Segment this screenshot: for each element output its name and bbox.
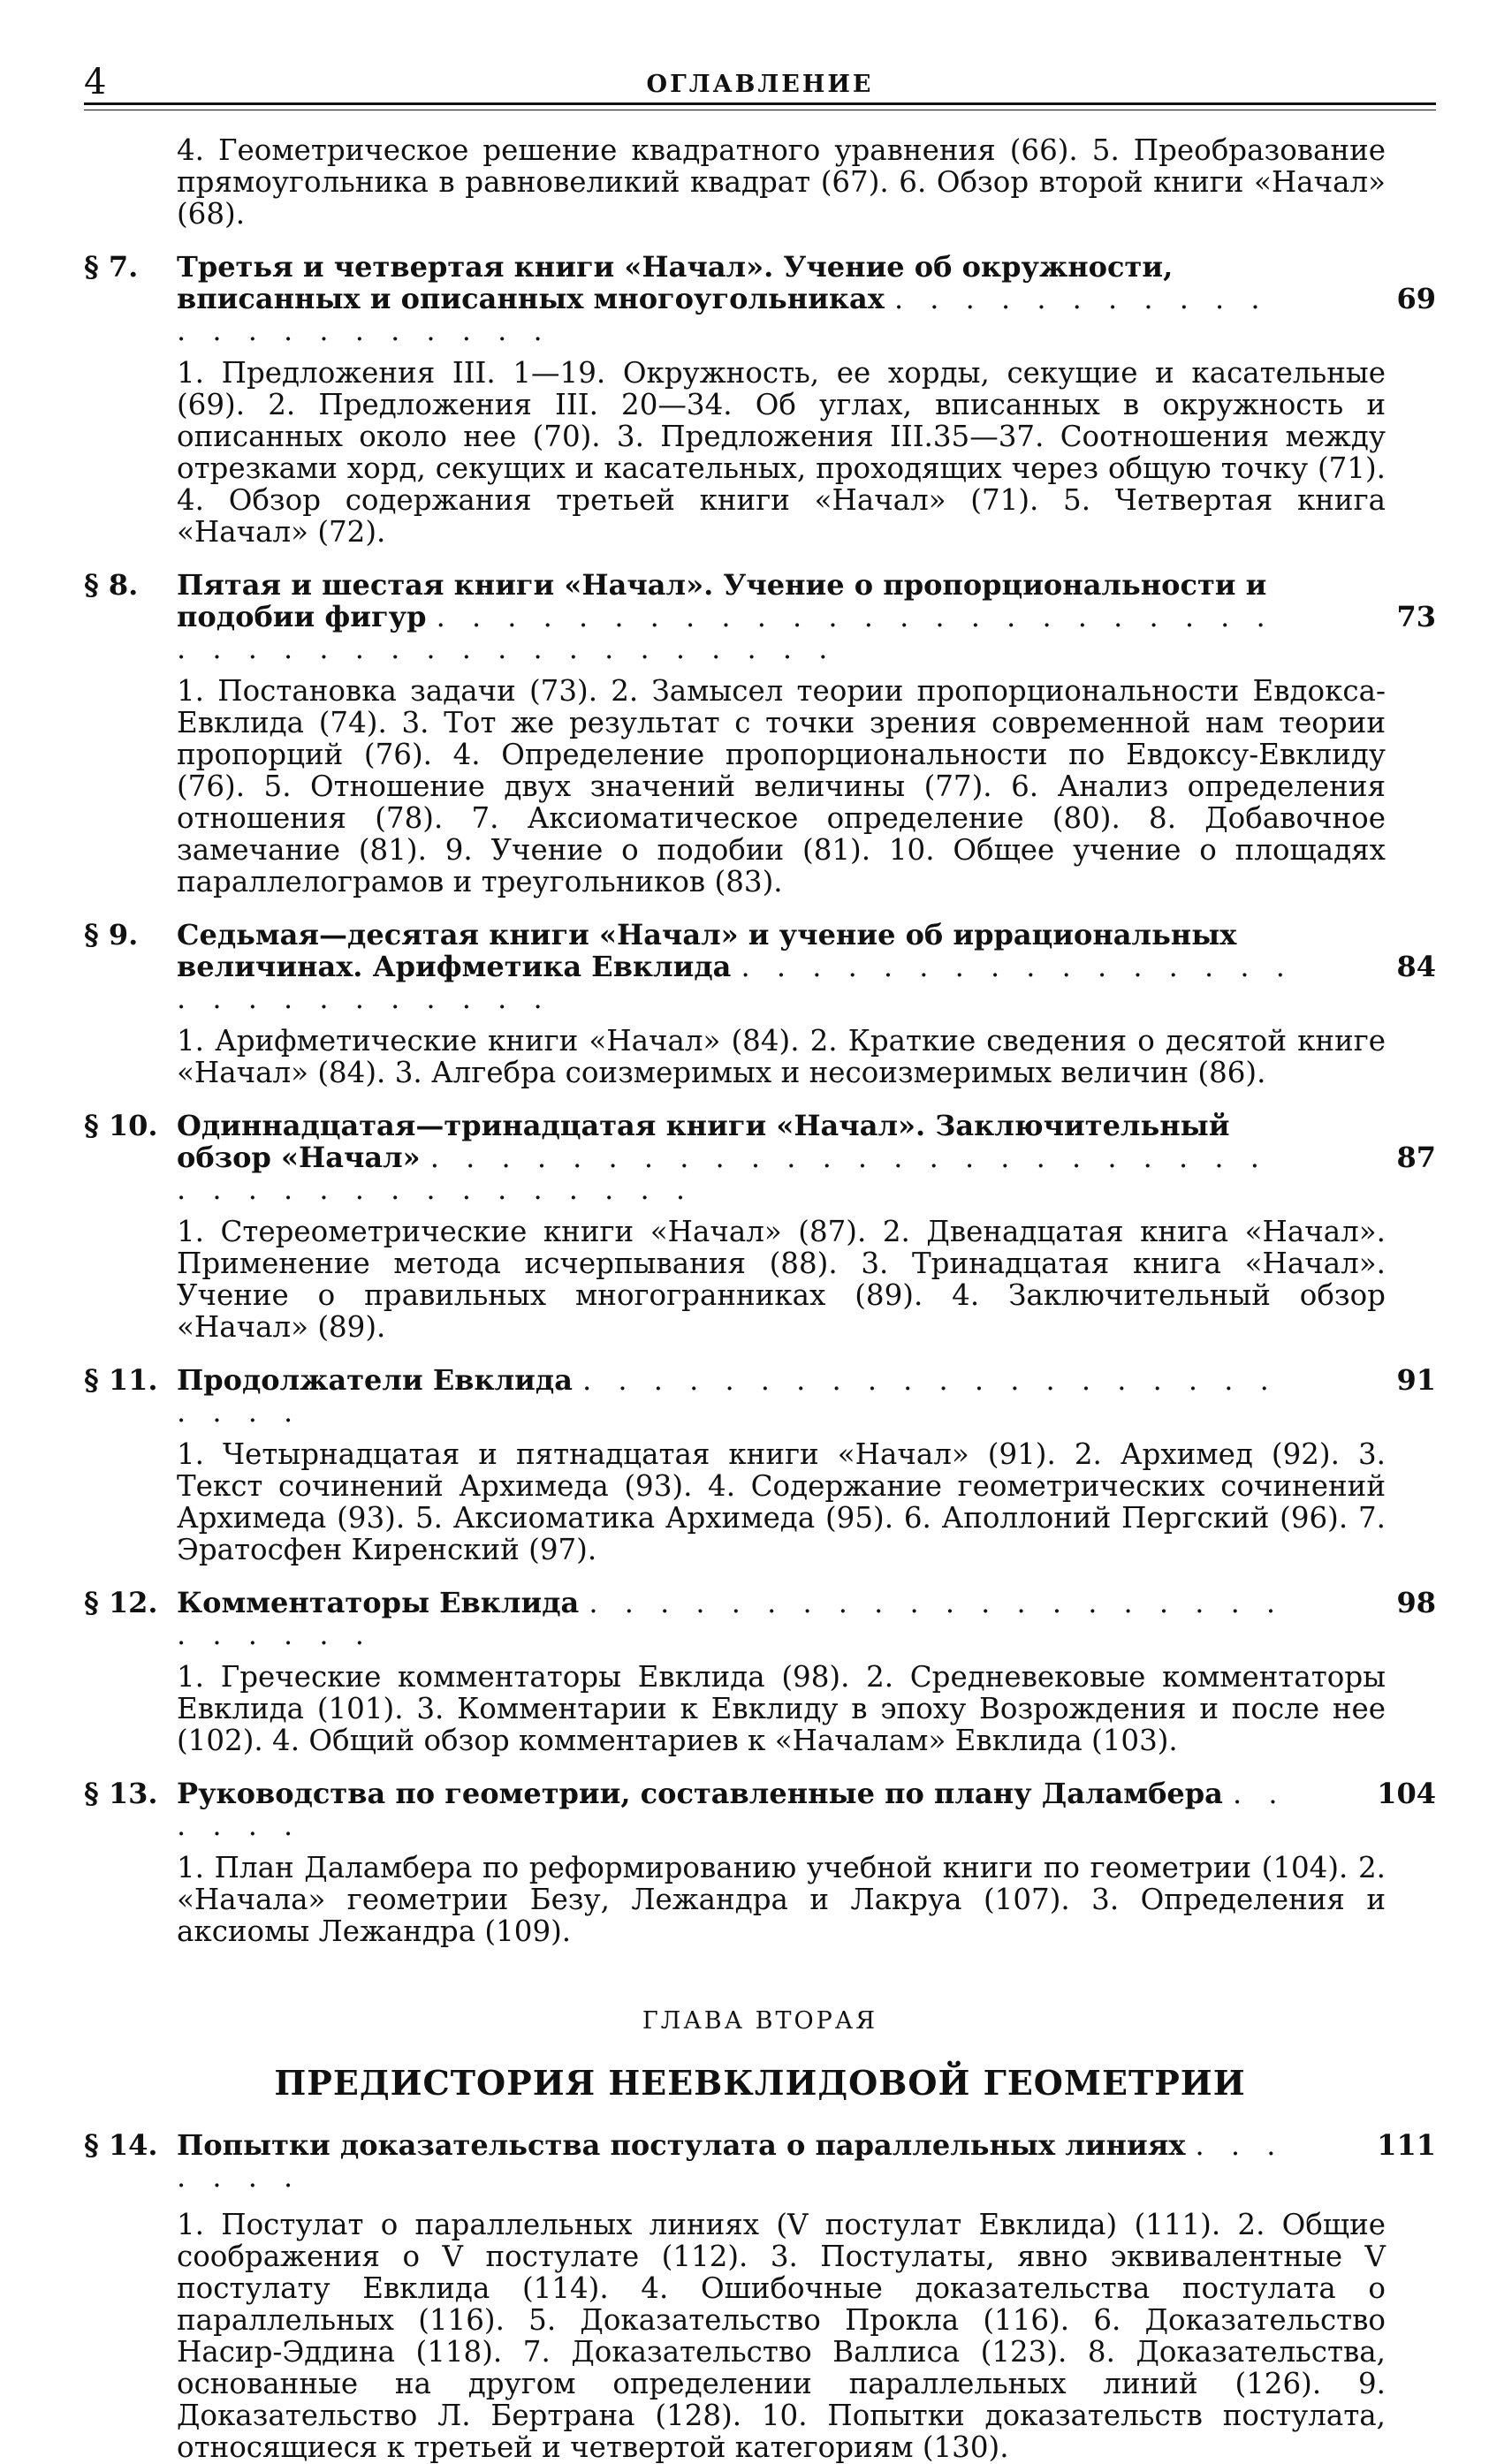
- leader-dots: . . . . . . .: [177, 2128, 1285, 2194]
- running-title: ОГЛАВЛЕНИЕ: [646, 71, 874, 98]
- header-rule-thick: [84, 102, 1436, 105]
- section-number: § 10.: [84, 1109, 158, 1142]
- leader-dots: . . . . . . . . . . . . . . . . . . . . . . . .: [177, 1363, 1278, 1429]
- section-body: 1. Греческие комментаторы Евклида (98). 2. Средневековые комментаторы Евклида (101). 3. Комментарии к Евклиду в эпоху Возрождения и после нее (102). 4. Общий обзор комментариев к «Началам» Евклида (103).: [177, 1660, 1386, 1757]
- toc-section-13: [84, 1778, 1436, 1947]
- section-heading: [84, 1587, 1303, 1650]
- section-page: 73: [1396, 600, 1436, 633]
- section-page: 104: [1377, 1777, 1436, 1810]
- section-page: 98: [1396, 1586, 1436, 1619]
- section-body: 1. Четырнадцатая и пятнадцатая книги «Начал» (91). 2. Архимед (92). 3. Текст сочинений Архимеда (93). 4. Содержание геометрических сочинений Архимеда (93). 5. Аксиоматика Архимеда (95). 6. Аполлоний Пергский (96). 7. Эратосфен Киренский (97).: [177, 1437, 1386, 1566]
- section-heading: [84, 1778, 1303, 1841]
- leader-dots: . . . . . . . . . . . . . . . . . . . . . . . . . . . . . . . . . . . . . . .: [177, 1141, 1268, 1206]
- section-body: 1. Постулат о параллельных линиях (V постулат Евклида) (111). 2. Общие соображения о V постулате (112). 3. Постулаты, явно эквивалентные V постулату Евклида (114). 4. Ошибочные доказательства постулата о параллельных (116). 5. Доказательство Прокла (116). 6. Доказательство Насир-Эддина (118). 7. Доказательство Валлиса (123). 8. Доказательства, основанные на другом определении параллельных линий (126). 9. Доказательство Л. Бертрана (128). 10. Попытки доказательств постулата, относящиеся к третьей и четвертой категориям (130).: [177, 2208, 1386, 2464]
- section-title: Седьмая—десятая книги «Начал» и учение об иррациональных величинах. Арифметика Евклида: [177, 918, 1237, 983]
- section-heading: [84, 569, 1303, 664]
- section-body: 1. Предложения III. 1—19. Окружность, ее хорды, секущие и касательные (69). 2. Предложения III. 20—34. Об углах, вписанных в окружность и описанных около нее (70). 3. Предложения III.35—37. Соотношения между отрезками хорд, секущих и касательных, проходящих через общую точку (71). 4. Обзор содержания третьей книги «Начал» (71). 5. Четвертая книга «Начал» (72).: [177, 356, 1386, 549]
- section-heading: [84, 919, 1303, 1014]
- section-heading: [84, 2129, 1303, 2193]
- section-heading: [84, 1110, 1303, 1205]
- section-body: 1. Арифметические книги «Начал» (84). 2. Краткие сведения о десятой книге «Начал» (84). 3. Алгебра соизмеримых и несоизмеримых величин (86).: [177, 1024, 1386, 1089]
- section-number: § 9.: [84, 918, 139, 951]
- toc-content: [84, 134, 1436, 2463]
- section-title: Третья и четвертая книги «Начал». Учение об окружности, вписанных и описанных многоугольниках: [177, 250, 1174, 315]
- leader-dots: . . . . . . . . . . . . . . . . . . . . . . . . . . . . . . . . . . . . . . . . . . .: [177, 600, 1274, 665]
- section-body: 1. Стереометрические книги «Начал» (87). 2. Двенадцатая книга «Начал». Применение метода исчерпывания (88). 3. Тринадцатая книга «Начал». Учение о правильных многогранниках (89). 4. Заключительный обзор «Начал» (89).: [177, 1215, 1386, 1344]
- leader-dots: . . . . . . . . . . . . . . . . . . . . . .: [177, 282, 1269, 347]
- toc-section-10: [84, 1110, 1436, 1343]
- section-title: Одиннадцатая—тринадцатая книги «Начал». Заключительный обзор «Начал»: [177, 1109, 1230, 1174]
- section-heading: [84, 1364, 1303, 1428]
- section-page: 69: [1396, 282, 1436, 315]
- toc-section-9: [84, 919, 1436, 1088]
- section-number: § 13.: [84, 1777, 158, 1810]
- toc-section-8: [84, 569, 1436, 898]
- section-body: 1. Постановка задачи (73). 2. Замысел теории пропорциональности Евдокса-Евклида (74). 3. Тот же результат с точки зрения современной нам теории пропорций (76). 4. Определение пропорциональности по Евдоксу-Евклиду (76). 5. Отношение двух значений величины (77). 6. Анализ определения отношения (78). 7. Аксиоматическое определение (80). 8. Добавочное замечание (81). 9. Учение о подобии (81). 10. Общее учение о площадях параллелограмов и треугольников (83).: [177, 674, 1386, 898]
- section-number: § 11.: [84, 1363, 158, 1397]
- section-page: 91: [1396, 1363, 1436, 1397]
- section-title: Комментаторы Евклида: [177, 1586, 580, 1619]
- section-body: 1. План Даламбера по реформированию учебной книги по геометрии (104). 2. «Начала» геометрии Безу, Лежандра и Лакруа (107). 3. Определения и аксиомы Лежандра (109).: [177, 1851, 1386, 1948]
- section-number: § 8.: [84, 568, 139, 602]
- page-number: 4: [84, 62, 107, 102]
- chapter-title: ПРЕДИСТОРИЯ НЕЕВКЛИДОВОЙ ГЕОМЕТРИИ: [274, 2063, 1246, 2103]
- toc-section-7: [84, 251, 1436, 548]
- leader-dots: . . . . . . . . . . . . . . . . . . . . . . . . . . .: [177, 950, 1294, 1015]
- section-number: § 14.: [84, 2128, 158, 2162]
- section-title: Продолжатели Евклида: [177, 1363, 573, 1397]
- intro-paragraph: 4. Геометрическое решение квадратного уравнения (66). 5. Преобразование прямоугольника в равновеликий квадрат (67). 6. Обзор второй книги «Начал» (68).: [177, 133, 1386, 231]
- section-page: 84: [1396, 950, 1436, 983]
- chapter-label: ГЛАВА ВТОРАЯ: [642, 2007, 878, 2035]
- toc-section-14: [84, 2129, 1436, 2463]
- section-title: Руководства по геометрии, составленные по плану Даламбера: [177, 1777, 1223, 1810]
- page-header: [84, 55, 1436, 108]
- toc-section-12: [84, 1587, 1436, 1756]
- section-heading: [84, 251, 1303, 346]
- section-page: 111: [1377, 2128, 1436, 2162]
- leader-dots: . . . . . .: [177, 1777, 1287, 1842]
- toc-section-11: [84, 1364, 1436, 1566]
- section-page: 87: [1396, 1141, 1436, 1174]
- section-number: § 12.: [84, 1586, 158, 1619]
- section-title: Пятая и шестая книги «Начал». Учение о пропорциональности и подобии фигур: [177, 568, 1267, 633]
- section-title: Попытки доказательства постулата о параллельных линиях: [177, 2128, 1186, 2162]
- leader-dots: . . . . . . . . . . . . . . . . . . . . . . . . . .: [177, 1586, 1285, 1651]
- section-number: § 7.: [84, 250, 139, 284]
